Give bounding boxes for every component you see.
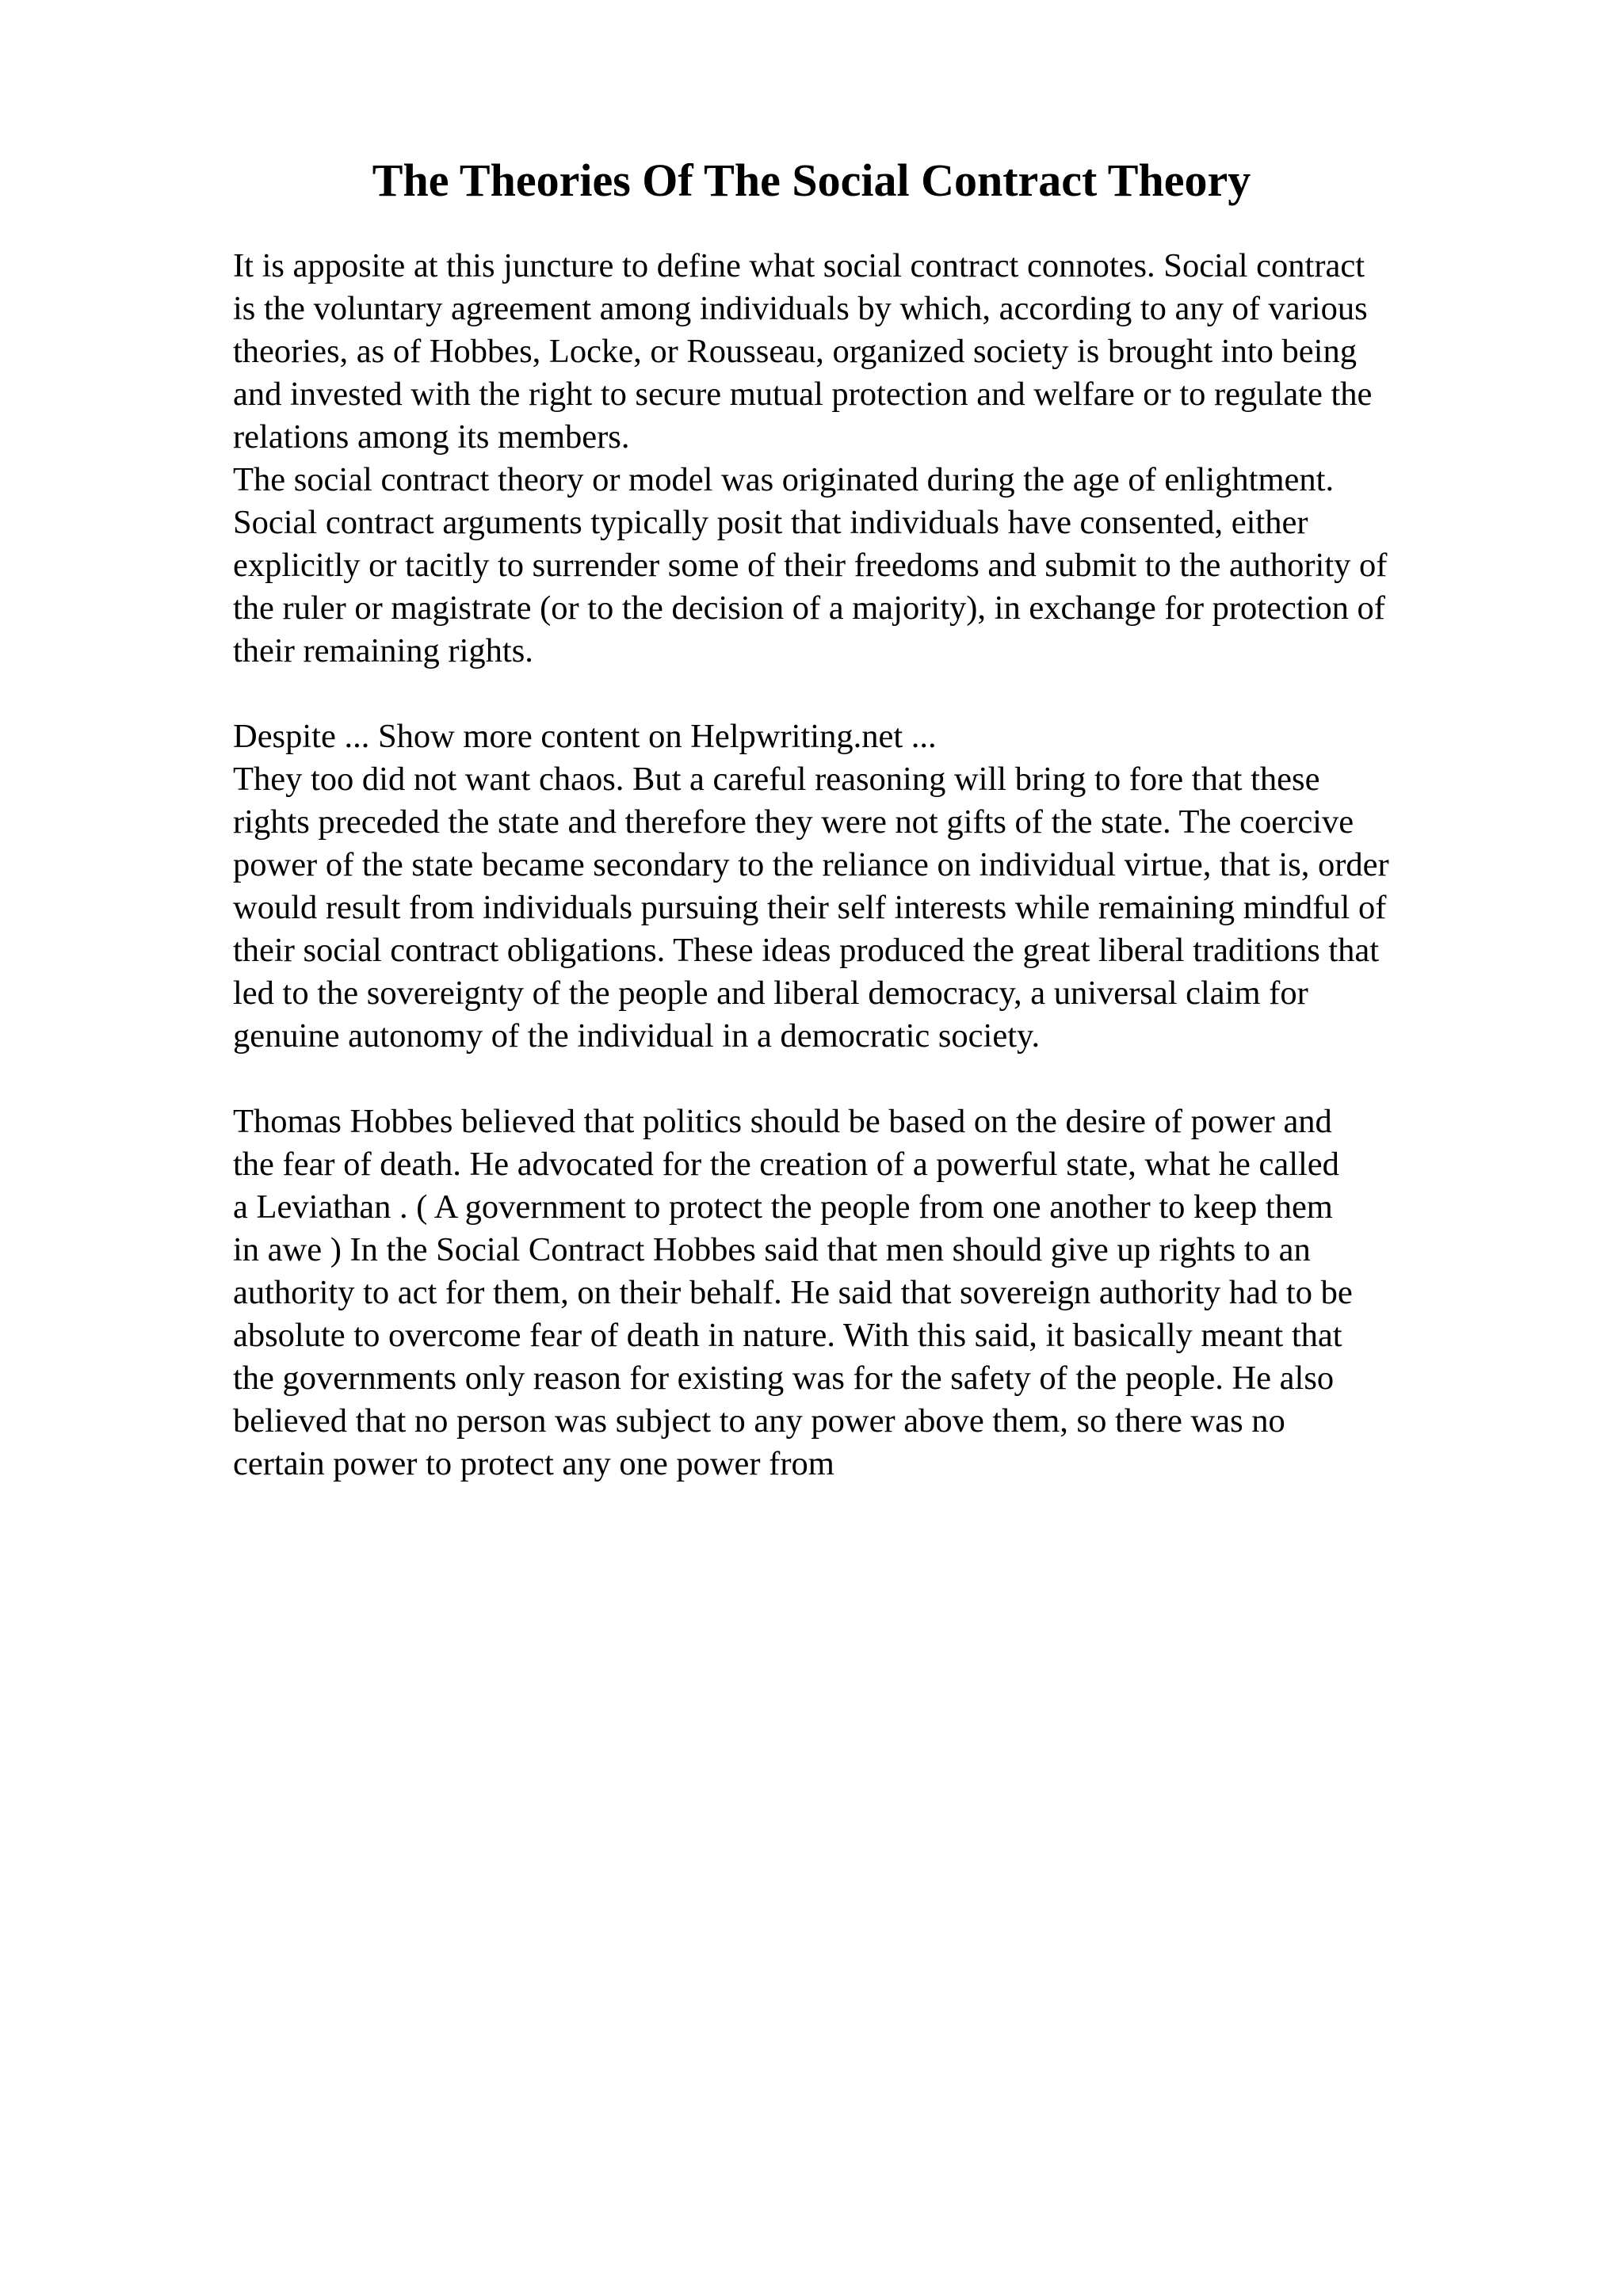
text-line: They too did not want chaos. But a careful reasoning will bring to fore that these [233, 761, 1320, 798]
text-line: the fear of death. He advocated for the creation of a powerful state, what he called [233, 1146, 1339, 1183]
text-line: explicitly or tacitly to surrender some of their freedoms and submit to the authority of [233, 547, 1388, 584]
paragraph-block-despite [233, 715, 1533, 1058]
text-line: Thomas Hobbes believed that politics should be based on the desire of power and [233, 1103, 1332, 1140]
text-line: power of the state became secondary to the reliance on individual virtue, that is, order [233, 846, 1389, 883]
text-line: The social contract theory or model was originated during the age of enlightment. [233, 461, 1335, 498]
text-line: their social contract obligations. These ideas produced the great liberal traditions that [233, 932, 1380, 969]
document-title: The Theories Of The Social Contract Theory [372, 154, 1251, 206]
text-line: certain power to protect any one power from [233, 1445, 834, 1482]
text-line: led to the sovereignty of the people and liberal democracy, a universal claim for [233, 974, 1308, 1012]
text-line: It is apposite at this juncture to define what social contract connotes. Social contract [233, 247, 1365, 284]
text-line: believed that no person was subject to any power above them, so there was no [233, 1402, 1285, 1440]
text-line: in awe ) In the Social Contract Hobbes said that men should give up rights to an [233, 1231, 1311, 1268]
text-line: authority to act for them, on their behalf. He said that sovereign authority had to be [233, 1274, 1353, 1311]
text-line: is the voluntary agreement among individuals by which, according to any of various [233, 290, 1368, 327]
text-line: their remaining rights. [233, 632, 533, 669]
text-line: a Leviathan . ( A government to protect the people from one another to keep them [233, 1188, 1333, 1226]
text-line: the ruler or magistrate (or to the decision of a majority), in exchange for protection of [233, 589, 1385, 627]
paragraph-block-hobbes [233, 1100, 1533, 1486]
text-line: and invested with the right to secure mutual protection and welfare or to regulate the [233, 376, 1373, 413]
text-line: Social contract arguments typically posit that individuals have consented, either [233, 504, 1308, 541]
text-line: absolute to overcome fear of death in nature. With this said, it basically meant that [233, 1317, 1342, 1354]
text-line: the governments only reason for existing was for the safety of the people. He also [233, 1360, 1335, 1397]
text-line: would result from individuals pursuing their self interests while remaining mindful of [233, 889, 1387, 926]
text-line: Despite ... Show more content on Helpwriting.net ... [233, 718, 937, 755]
text-line: relations among its members. [233, 418, 630, 456]
text-line: theories, as of Hobbes, Locke, or Rousseau, organized society is brought into being [233, 333, 1357, 370]
text-line: rights preceded the state and therefore they were not gifts of the state. The coercive [233, 803, 1354, 841]
text-line: genuine autonomy of the individual in a democratic society. [233, 1017, 1041, 1055]
paragraph-block-intro [233, 245, 1533, 673]
